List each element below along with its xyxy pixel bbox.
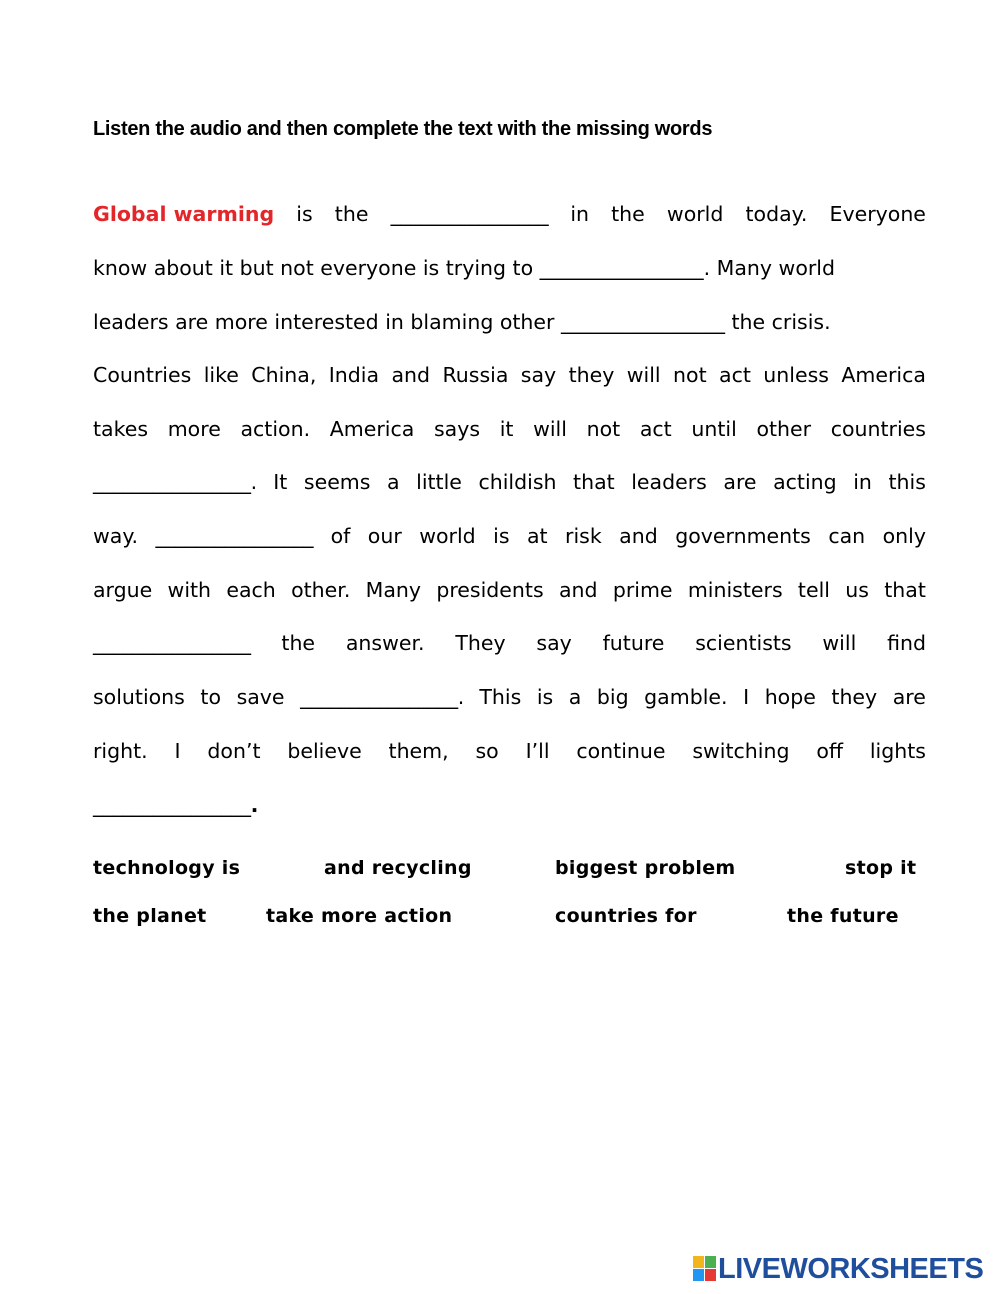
passage-word: India	[328, 363, 380, 387]
passage-word: little	[416, 470, 462, 494]
passage-word: leaders	[631, 470, 707, 494]
word-bank-item[interactable]: countries for	[555, 905, 697, 927]
passage-word: They	[455, 631, 506, 655]
liveworksheets-logo-text: LIVEWORKSHEETS	[718, 1252, 984, 1285]
passage-word: with	[167, 578, 212, 602]
passage-line-5	[93, 414, 926, 444]
passage-word: and	[619, 524, 658, 548]
passage-word: not	[586, 417, 621, 441]
passage-line-1	[93, 199, 926, 229]
passage-word: will	[533, 417, 567, 441]
passage-word: the	[334, 202, 369, 226]
passage-word: to	[200, 685, 222, 709]
passage-word: I	[743, 685, 750, 709]
passage-word: that	[884, 578, 926, 602]
passage-word: of	[330, 524, 351, 548]
passage-line-7	[93, 521, 926, 551]
passage-word: lights	[869, 739, 926, 763]
passage-word: will	[626, 363, 661, 387]
passage-period: .	[250, 793, 259, 817]
passage-word: Countries	[93, 363, 192, 387]
passage-line-10	[93, 682, 926, 712]
word-bank-item[interactable]: the future	[787, 905, 899, 927]
passage-word: find	[887, 631, 926, 655]
passage-word: our	[367, 524, 402, 548]
passage-line-12	[93, 790, 926, 820]
passage-word: America	[841, 363, 926, 387]
passage-word: will	[822, 631, 857, 655]
passage-word: is	[536, 685, 554, 709]
passage-word: Many	[365, 578, 422, 602]
passage-word: is	[296, 202, 313, 226]
passage-word: act	[719, 363, 751, 387]
passage-word: ministers	[687, 578, 783, 602]
word-bank-item[interactable]: stop it	[845, 857, 917, 879]
passage-word: in	[853, 470, 872, 494]
passage-word: world	[419, 524, 476, 548]
passage-word: like	[203, 363, 239, 387]
passage-line-9	[93, 628, 926, 658]
passage-word: solutions	[93, 685, 185, 709]
passage-word: countries	[830, 417, 926, 441]
passage-word: tell	[797, 578, 830, 602]
passage-word: it	[499, 417, 514, 441]
word-bank-item[interactable]: the planet	[93, 905, 207, 927]
passage-word: way.	[93, 524, 139, 548]
passage-word: acting	[773, 470, 837, 494]
passage-word: China,	[251, 363, 317, 387]
instructions-heading: Listen the audio and then complete the text with the missing words	[93, 118, 713, 140]
passage-word: until	[691, 417, 737, 441]
passage-word: other.	[291, 578, 351, 602]
passage-word: they	[831, 685, 878, 709]
passage-word: right.	[93, 739, 148, 763]
answer-blank[interactable]: ________________	[155, 524, 314, 548]
passage-word: this	[888, 470, 926, 494]
passage-word: believe	[287, 739, 362, 763]
passage-word: future	[602, 631, 665, 655]
answer-blank[interactable]: ________________	[93, 793, 251, 817]
passage-word: Everyone	[829, 202, 926, 226]
passage-word: leaders are more interested in blaming other ________________ the crisis.	[93, 310, 831, 334]
passage-word: takes	[93, 417, 149, 441]
passage-word: only	[882, 524, 926, 548]
passage-word: act	[639, 417, 672, 441]
passage-word: save	[236, 685, 285, 709]
passage-word: gamble.	[644, 685, 728, 709]
passage-word: seems	[303, 470, 371, 494]
passage-line-4	[93, 360, 926, 390]
passage-word: prime	[612, 578, 673, 602]
passage-word: don’t	[207, 739, 261, 763]
passage-word: so	[475, 739, 499, 763]
passage-word: argue	[93, 578, 153, 602]
passage-word: is	[493, 524, 510, 548]
passage-word: world	[666, 202, 724, 226]
passage-word: today.	[745, 202, 808, 226]
passage-word: continue	[576, 739, 666, 763]
answer-blank[interactable]: ________________.	[93, 470, 257, 494]
passage-word: them,	[388, 739, 449, 763]
passage-word: not	[673, 363, 707, 387]
answer-blank[interactable]: ________________	[390, 202, 549, 226]
passage-word: hope	[764, 685, 816, 709]
passage-word: other	[756, 417, 812, 441]
passage-line-3	[93, 307, 926, 337]
passage-word: that	[573, 470, 615, 494]
passage-word: a	[387, 470, 400, 494]
passage-word: the	[281, 631, 316, 655]
highlighted-term: Global warming	[93, 202, 275, 226]
passage-word: I’ll	[525, 739, 550, 763]
passage-word: in	[570, 202, 590, 226]
answer-blank[interactable]: ________________.	[300, 685, 464, 709]
passage-word: at	[526, 524, 548, 548]
passage-word: are	[892, 685, 926, 709]
passage-word: they	[568, 363, 615, 387]
passage-word: unless	[763, 363, 829, 387]
passage-line-6	[93, 467, 926, 497]
passage-word: more	[167, 417, 221, 441]
liveworksheets-logo[interactable]	[693, 1253, 983, 1285]
passage-word: America	[329, 417, 415, 441]
passage-word: This	[479, 685, 522, 709]
passage-word: says	[433, 417, 481, 441]
word-bank-item[interactable]: biggest problem	[555, 857, 736, 879]
passage-word: the	[611, 202, 645, 226]
passage-word: and	[391, 363, 431, 387]
passage-word: are	[723, 470, 757, 494]
passage-word: and	[558, 578, 598, 602]
passage-word: switching	[692, 739, 790, 763]
passage-word: a	[568, 685, 582, 709]
word-bank-item[interactable]: technology is	[93, 857, 241, 879]
passage-line-8	[93, 575, 926, 605]
passage-word: each	[226, 578, 276, 602]
answer-blank[interactable]: ________________	[93, 631, 251, 655]
passage-word: I	[174, 739, 181, 763]
passage-word: childish	[478, 470, 557, 494]
passage-word: can	[828, 524, 866, 548]
passage-word: It	[273, 470, 288, 494]
passage-word: governments	[675, 524, 811, 548]
passage-word: us	[845, 578, 869, 602]
passage-line-2	[93, 253, 926, 283]
passage-word: say	[536, 631, 572, 655]
passage-word: Russia	[442, 363, 509, 387]
passage-word: risk	[565, 524, 602, 548]
liveworksheets-logo-icon	[693, 1256, 717, 1282]
passage-word: action.	[240, 417, 311, 441]
passage-line-11	[93, 736, 926, 766]
passage-word: off	[816, 739, 843, 763]
passage-word: know about it but not everyone is trying to ________________. Many world	[93, 256, 836, 280]
word-bank-item[interactable]: take more action	[266, 905, 453, 927]
passage-word: presidents	[436, 578, 544, 602]
passage-word: scientists	[695, 631, 792, 655]
passage-word: big	[596, 685, 629, 709]
word-bank-item[interactable]: and recycling	[324, 857, 472, 879]
passage-word: answer.	[345, 631, 425, 655]
passage-word: say	[520, 363, 557, 387]
